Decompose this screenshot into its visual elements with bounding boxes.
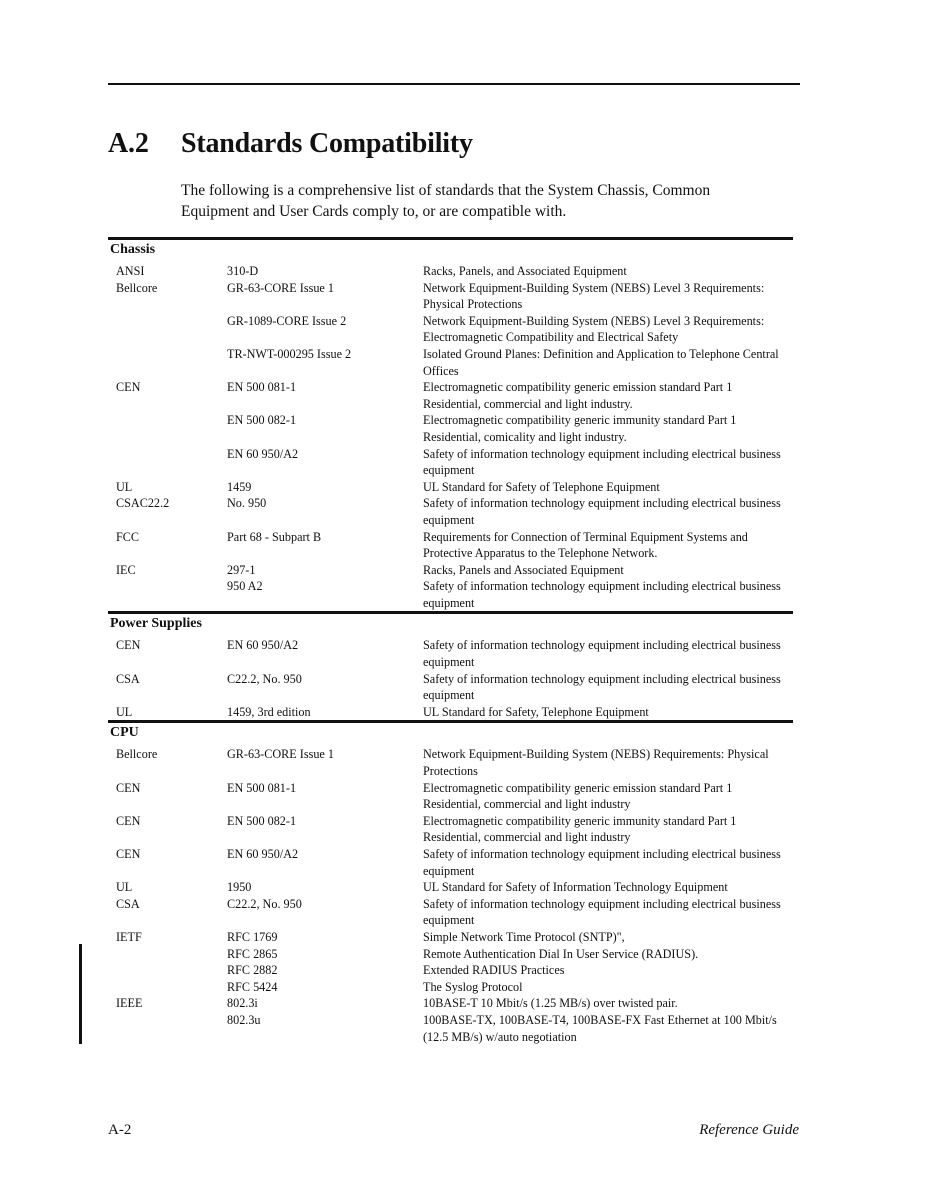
standard-cell: 950 A2 [227,579,263,594]
section-number: A.2 [108,128,149,159]
org-cell [116,1012,227,1045]
table-row [116,962,793,979]
standard-cell: TR-NWT-000295 Issue 2 [227,346,352,361]
standard-cell: 802.3u [227,1012,261,1027]
table-row [116,671,793,704]
standard-cell: EN 60 950/A2 [227,847,299,861]
table-row [116,562,793,579]
description-cell: Isolated Ground Planes: Definition and Application to Telephone Central Offices [423,346,779,378]
header-rule [108,83,800,85]
section-title: Standards Compatibility [181,128,473,159]
description-cell: Requirements for Connection of Terminal Equipment Systems and Protective Apparatus to the Telephone Network. [423,529,748,561]
org-cell: Bellcore [116,280,158,295]
description-cell: Safety of information technology equipment including electrical business equipment [423,671,781,703]
page-number: A-2 [108,1122,132,1138]
standard-cell: GR-63-CORE Issue 1 [227,280,334,295]
description-cell: Remote Authentication Dial In User Service (RADIUS). [423,946,699,961]
table-row [116,578,793,611]
table-row [116,704,793,721]
org-cell: CSA [116,896,140,911]
description-cell: Network Equipment-Building System (NEBS) Level 3 Requirements: Physical Protections [423,280,765,312]
table-row [116,846,793,879]
standard-cell: 802.3i [227,996,258,1011]
table-row [116,346,793,379]
org-cell: CSAC22.2 [116,496,170,511]
standard-cell: C22.2, No. 950 [227,671,302,686]
standard-cell: RFC 5424 [227,979,278,994]
table-row [116,495,793,528]
table-row [116,946,793,963]
table-row [116,637,793,670]
org-cell [116,346,227,379]
org-cell [116,578,227,611]
group-heading: Chassis [108,237,793,258]
description-cell: 10BASE-T 10 Mbit/s (1.25 MB/s) over twisted pair. [423,996,678,1011]
org-cell: IEEE [116,996,143,1011]
org-cell [116,962,227,979]
standard-cell: 1459, 3rd edition [227,704,311,719]
standard-cell: EN 500 081-1 [227,780,297,795]
description-cell: UL Standard for Safety of Telephone Equipment [423,479,660,494]
description-cell: UL Standard for Safety, Telephone Equipment [423,704,649,719]
org-cell: ANSI [116,264,145,278]
table-row [116,879,793,896]
guide-title: Reference Guide [699,1122,799,1138]
org-cell [116,446,227,479]
standard-cell: GR-1089-CORE Issue 2 [227,313,347,328]
standards-table [110,237,793,1045]
description-cell: 100BASE-TX, 100BASE-T4, 100BASE-FX Fast Ethernet at 100 Mbit/s (12.5 MB/s) w/auto negotiation [423,1012,777,1044]
table-row [116,929,793,946]
table-row [116,896,793,929]
table-row [116,412,793,445]
standard-cell: EN 500 082-1 [227,413,297,428]
org-cell: IEC [116,562,136,577]
table-row [116,280,793,313]
description-cell: Safety of information technology equipment including electrical business equipment [423,896,781,928]
section-heading [108,128,473,160]
description-cell: Racks, Panels and Associated Equipment [423,562,624,577]
description-cell: Simple Network Time Protocol (SNTP)", [423,929,625,944]
table-row [116,995,793,1012]
standard-cell: No. 950 [227,496,267,511]
table-row [116,780,793,813]
org-cell: CEN [116,380,141,395]
standard-cell: C22.2, No. 950 [227,896,302,911]
standard-cell: Part 68 - Subpart B [227,529,322,544]
org-cell: CEN [116,813,141,828]
group-heading: CPU [108,720,793,741]
standard-cell: EN 60 950/A2 [227,638,299,653]
org-cell: CSA [116,671,140,686]
standard-cell: RFC 2865 [227,946,278,961]
description-cell: Electromagnetic compatibility generic emission standard Part 1 Residential, commercial and light industry [423,780,733,812]
org-cell: CEN [116,847,141,861]
description-cell: Safety of information technology equipment including electrical business equipment [423,847,781,878]
table-row [116,313,793,346]
standard-cell: EN 500 081-1 [227,380,297,395]
standard-cell: 310-D [227,264,259,278]
table-row [116,263,793,280]
table-row [116,813,793,846]
description-cell: Electromagnetic compatibility generic emission standard Part 1 Residential, commercial and light industry. [423,380,733,411]
standard-cell: EN 60 950/A2 [227,446,299,461]
group-heading: Power Supplies [108,611,793,632]
change-bar [79,944,82,1044]
description-cell: Racks, Panels, and Associated Equipment [423,264,627,278]
table-row [116,479,793,496]
org-cell: UL [116,479,133,494]
description-cell: Safety of information technology equipment including electrical business equipment [423,579,781,610]
description-cell: Safety of information technology equipment including electrical business equipment [423,496,781,527]
table-row [116,746,793,779]
table-row [116,379,793,412]
table-row [116,446,793,479]
description-cell: Extended RADIUS Practices [423,963,565,978]
org-cell: FCC [116,529,140,544]
org-cell: UL [116,880,133,895]
intro-paragraph: The following is a comprehensive list of standards that the System Chassis, Common Equipment and User Cards comply to, or are compatible with. [181,182,711,220]
standard-cell: EN 500 082-1 [227,813,297,828]
org-cell [116,979,227,996]
org-cell: IETF [116,929,142,944]
description-cell: Network Equipment-Building System (NEBS) Requirements: Physical Protections [423,747,769,779]
table-row [116,529,793,562]
org-cell: CEN [116,638,141,653]
standard-cell: RFC 1769 [227,929,278,944]
org-cell [116,313,227,346]
description-cell: Safety of information technology equipment including electrical business equipment [423,446,781,478]
description-cell: UL Standard for Safety of Information Technology Equipment [423,880,728,895]
description-cell: Network Equipment-Building System (NEBS) Level 3 Requirements: Electromagnetic Compatibility and Electrical Safety [423,313,765,345]
standard-cell: 1950 [227,880,252,895]
standard-cell: RFC 2882 [227,963,278,978]
org-cell: CEN [116,780,141,795]
table-row [116,979,793,996]
description-cell: Safety of information technology equipment including electrical business equipment [423,638,781,670]
description-cell: Electromagnetic compatibility generic immunity standard Part 1 Residential, commercial and light industry [423,813,737,845]
standard-cell: 1459 [227,479,252,494]
standard-cell: 297-1 [227,562,256,577]
org-cell: Bellcore [116,747,158,762]
standard-cell: GR-63-CORE Issue 1 [227,747,334,762]
org-cell [116,412,227,445]
org-cell [116,946,227,963]
org-cell: UL [116,704,133,719]
description-cell: Electromagnetic compatibility generic immunity standard Part 1 Residential, comicality and light industry. [423,413,737,444]
table-row [116,1012,793,1045]
description-cell: The Syslog Protocol [423,979,523,994]
